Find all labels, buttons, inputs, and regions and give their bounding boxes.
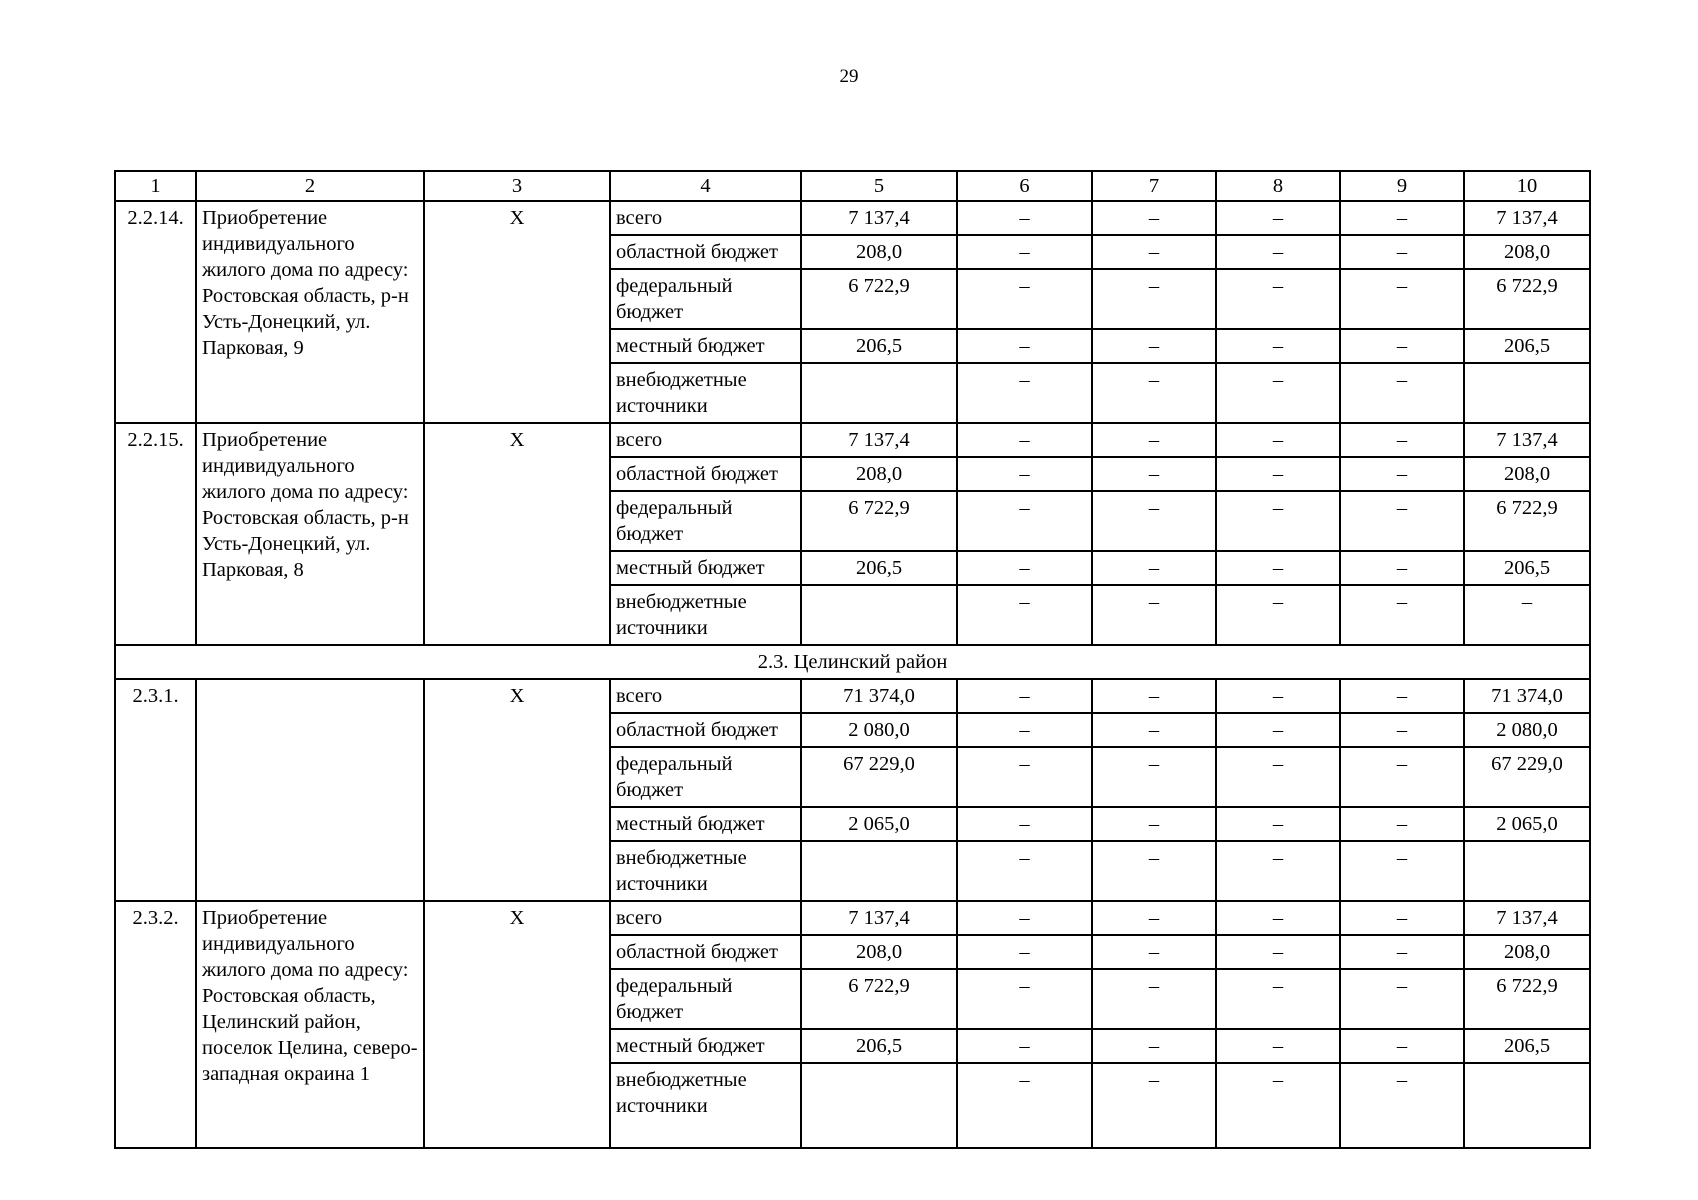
- value-cell-8: –: [1216, 457, 1340, 491]
- value-cell-10: 67 229,0: [1464, 747, 1590, 807]
- value-cell-9: –: [1340, 423, 1464, 457]
- value-cell-6: –: [957, 201, 1092, 235]
- column-3-mark: Х: [424, 901, 610, 1148]
- funding-source: всего: [610, 423, 801, 457]
- value-cell-5: [801, 841, 957, 901]
- value-cell-9: –: [1340, 935, 1464, 969]
- value-cell-6: –: [957, 235, 1092, 269]
- value-cell-6: –: [957, 969, 1092, 1029]
- value-cell-8: –: [1216, 235, 1340, 269]
- funding-source: областной бюджет: [610, 935, 801, 969]
- table-row: [115, 901, 1590, 935]
- value-cell-9: –: [1340, 969, 1464, 1029]
- value-cell-9: –: [1340, 491, 1464, 551]
- funding-source: федеральный бюджет: [610, 747, 801, 807]
- funding-source: местный бюджет: [610, 1029, 801, 1063]
- value-cell-8: –: [1216, 713, 1340, 747]
- value-cell-10: 7 137,4: [1464, 901, 1590, 935]
- value-cell-8: –: [1216, 269, 1340, 329]
- value-cell-6: –: [957, 491, 1092, 551]
- funding-source: внебюджетные источники: [610, 585, 801, 645]
- value-cell-8: –: [1216, 901, 1340, 935]
- funding-source: внебюджетные источники: [610, 1063, 801, 1148]
- value-cell-5: 71 374,0: [801, 679, 957, 713]
- value-cell-6: –: [957, 713, 1092, 747]
- value-cell-8: –: [1216, 807, 1340, 841]
- value-cell-7: –: [1092, 551, 1216, 585]
- value-cell-6: –: [957, 423, 1092, 457]
- value-cell-8: –: [1216, 201, 1340, 235]
- value-cell-5: 206,5: [801, 329, 957, 363]
- value-cell-7: –: [1092, 713, 1216, 747]
- funding-source: федеральный бюджет: [610, 491, 801, 551]
- value-cell-7: –: [1092, 457, 1216, 491]
- value-cell-5: 208,0: [801, 935, 957, 969]
- item-code: 2.3.1.: [115, 679, 196, 901]
- column-header-5: 5: [801, 171, 957, 201]
- value-cell-9: –: [1340, 679, 1464, 713]
- value-cell-5: 206,5: [801, 551, 957, 585]
- value-cell-9: –: [1340, 201, 1464, 235]
- column-header-9: 9: [1340, 171, 1464, 201]
- funding-source: областной бюджет: [610, 235, 801, 269]
- value-cell-5: 2 065,0: [801, 807, 957, 841]
- item-code: 2.3.2.: [115, 901, 196, 1148]
- value-cell-5: [801, 363, 957, 423]
- item-code: 2.2.14.: [115, 201, 196, 423]
- item-name: Приобретение индивидуального жилого дома по адресу: Ростовская область, р-н Усть-Донецкий, ул. Парковая, 8: [196, 423, 424, 645]
- value-cell-8: –: [1216, 551, 1340, 585]
- value-cell-6: –: [957, 679, 1092, 713]
- value-cell-10: [1464, 363, 1590, 423]
- value-cell-7: –: [1092, 269, 1216, 329]
- value-cell-5: [801, 585, 957, 645]
- value-cell-7: –: [1092, 935, 1216, 969]
- value-cell-5: [801, 1063, 957, 1148]
- value-cell-6: –: [957, 457, 1092, 491]
- value-cell-5: 7 137,4: [801, 201, 957, 235]
- column-header-4: 4: [610, 171, 801, 201]
- value-cell-7: –: [1092, 969, 1216, 1029]
- value-cell-10: 208,0: [1464, 935, 1590, 969]
- funding-source: местный бюджет: [610, 329, 801, 363]
- value-cell-9: –: [1340, 269, 1464, 329]
- funding-source: всего: [610, 201, 801, 235]
- value-cell-7: –: [1092, 585, 1216, 645]
- value-cell-9: –: [1340, 901, 1464, 935]
- value-cell-7: –: [1092, 423, 1216, 457]
- column-header-row: [115, 171, 1590, 201]
- value-cell-8: –: [1216, 585, 1340, 645]
- value-cell-9: –: [1340, 585, 1464, 645]
- value-cell-8: –: [1216, 841, 1340, 901]
- value-cell-7: –: [1092, 901, 1216, 935]
- value-cell-7: –: [1092, 235, 1216, 269]
- funding-source: всего: [610, 901, 801, 935]
- value-cell-9: –: [1340, 841, 1464, 901]
- funding-source: областной бюджет: [610, 713, 801, 747]
- value-cell-8: –: [1216, 1063, 1340, 1148]
- value-cell-10: 6 722,9: [1464, 969, 1590, 1029]
- value-cell-9: –: [1340, 329, 1464, 363]
- value-cell-8: –: [1216, 1029, 1340, 1063]
- value-cell-10: 206,5: [1464, 1029, 1590, 1063]
- value-cell-7: –: [1092, 329, 1216, 363]
- funding-source: всего: [610, 679, 801, 713]
- value-cell-6: –: [957, 551, 1092, 585]
- value-cell-5: 6 722,9: [801, 269, 957, 329]
- value-cell-7: –: [1092, 1029, 1216, 1063]
- column-3-mark: Х: [424, 423, 610, 645]
- value-cell-9: –: [1340, 1063, 1464, 1148]
- value-cell-10: 2 080,0: [1464, 713, 1590, 747]
- value-cell-9: –: [1340, 363, 1464, 423]
- value-cell-8: –: [1216, 747, 1340, 807]
- value-cell-6: –: [957, 935, 1092, 969]
- value-cell-10: 7 137,4: [1464, 201, 1590, 235]
- funding-source: местный бюджет: [610, 807, 801, 841]
- item-name: Приобретение индивидуального жилого дома по адресу: Ростовская область, Целинский район, поселок Целина, северо-западная окраина 1: [196, 901, 424, 1148]
- value-cell-10: 206,5: [1464, 551, 1590, 585]
- value-cell-10: 208,0: [1464, 235, 1590, 269]
- column-header-1: 1: [115, 171, 196, 201]
- value-cell-7: –: [1092, 491, 1216, 551]
- value-cell-9: –: [1340, 551, 1464, 585]
- value-cell-5: 6 722,9: [801, 969, 957, 1029]
- item-name: [196, 679, 424, 901]
- table-row: [115, 423, 1590, 457]
- section-row: [115, 645, 1590, 679]
- value-cell-6: –: [957, 841, 1092, 901]
- value-cell-5: 208,0: [801, 235, 957, 269]
- value-cell-8: –: [1216, 363, 1340, 423]
- value-cell-10: 71 374,0: [1464, 679, 1590, 713]
- value-cell-6: –: [957, 901, 1092, 935]
- funding-source: областной бюджет: [610, 457, 801, 491]
- column-header-6: 6: [957, 171, 1092, 201]
- column-header-8: 8: [1216, 171, 1340, 201]
- value-cell-10: 6 722,9: [1464, 269, 1590, 329]
- column-header-2: 2: [196, 171, 424, 201]
- value-cell-6: –: [957, 329, 1092, 363]
- value-cell-9: –: [1340, 1029, 1464, 1063]
- value-cell-8: –: [1216, 969, 1340, 1029]
- table-row: [115, 201, 1590, 235]
- value-cell-5: 2 080,0: [801, 713, 957, 747]
- funding-source: внебюджетные источники: [610, 841, 801, 901]
- column-header-7: 7: [1092, 171, 1216, 201]
- value-cell-6: –: [957, 1029, 1092, 1063]
- value-cell-5: 67 229,0: [801, 747, 957, 807]
- value-cell-7: –: [1092, 679, 1216, 713]
- value-cell-8: –: [1216, 935, 1340, 969]
- value-cell-6: –: [957, 363, 1092, 423]
- value-cell-8: –: [1216, 679, 1340, 713]
- value-cell-7: –: [1092, 363, 1216, 423]
- value-cell-9: –: [1340, 747, 1464, 807]
- value-cell-7: –: [1092, 201, 1216, 235]
- value-cell-5: 208,0: [801, 457, 957, 491]
- column-3-mark: Х: [424, 679, 610, 901]
- column-header-10: 10: [1464, 171, 1590, 201]
- value-cell-6: –: [957, 807, 1092, 841]
- value-cell-10: 206,5: [1464, 329, 1590, 363]
- table-body: [115, 171, 1590, 1148]
- value-cell-6: –: [957, 269, 1092, 329]
- value-cell-10: 208,0: [1464, 457, 1590, 491]
- funding-source: местный бюджет: [610, 551, 801, 585]
- value-cell-8: –: [1216, 491, 1340, 551]
- value-cell-10: [1464, 841, 1590, 901]
- value-cell-7: –: [1092, 841, 1216, 901]
- value-cell-9: –: [1340, 235, 1464, 269]
- value-cell-5: 7 137,4: [801, 423, 957, 457]
- value-cell-10: –: [1464, 585, 1590, 645]
- value-cell-9: –: [1340, 807, 1464, 841]
- value-cell-5: 206,5: [801, 1029, 957, 1063]
- budget-table: [114, 170, 1591, 1149]
- value-cell-5: 7 137,4: [801, 901, 957, 935]
- funding-source: федеральный бюджет: [610, 269, 801, 329]
- value-cell-8: –: [1216, 329, 1340, 363]
- funding-source: внебюджетные источники: [610, 363, 801, 423]
- value-cell-7: –: [1092, 747, 1216, 807]
- value-cell-6: –: [957, 585, 1092, 645]
- value-cell-6: –: [957, 747, 1092, 807]
- value-cell-9: –: [1340, 713, 1464, 747]
- value-cell-10: 6 722,9: [1464, 491, 1590, 551]
- funding-source: федеральный бюджет: [610, 969, 801, 1029]
- table-row: [115, 679, 1590, 713]
- value-cell-10: 7 137,4: [1464, 423, 1590, 457]
- value-cell-9: –: [1340, 457, 1464, 491]
- column-header-3: 3: [424, 171, 610, 201]
- value-cell-7: –: [1092, 807, 1216, 841]
- value-cell-5: 6 722,9: [801, 491, 957, 551]
- item-code: 2.2.15.: [115, 423, 196, 645]
- page-number: 29: [839, 66, 859, 87]
- value-cell-7: –: [1092, 1063, 1216, 1148]
- value-cell-10: [1464, 1063, 1590, 1148]
- section-title: 2.3. Целинский район: [115, 645, 1590, 679]
- value-cell-6: –: [957, 1063, 1092, 1148]
- item-name: Приобретение индивидуального жилого дома по адресу: Ростовская область, р-н Усть-Донецкий, ул. Парковая, 9: [196, 201, 424, 423]
- value-cell-10: 2 065,0: [1464, 807, 1590, 841]
- column-3-mark: Х: [424, 201, 610, 423]
- value-cell-8: –: [1216, 423, 1340, 457]
